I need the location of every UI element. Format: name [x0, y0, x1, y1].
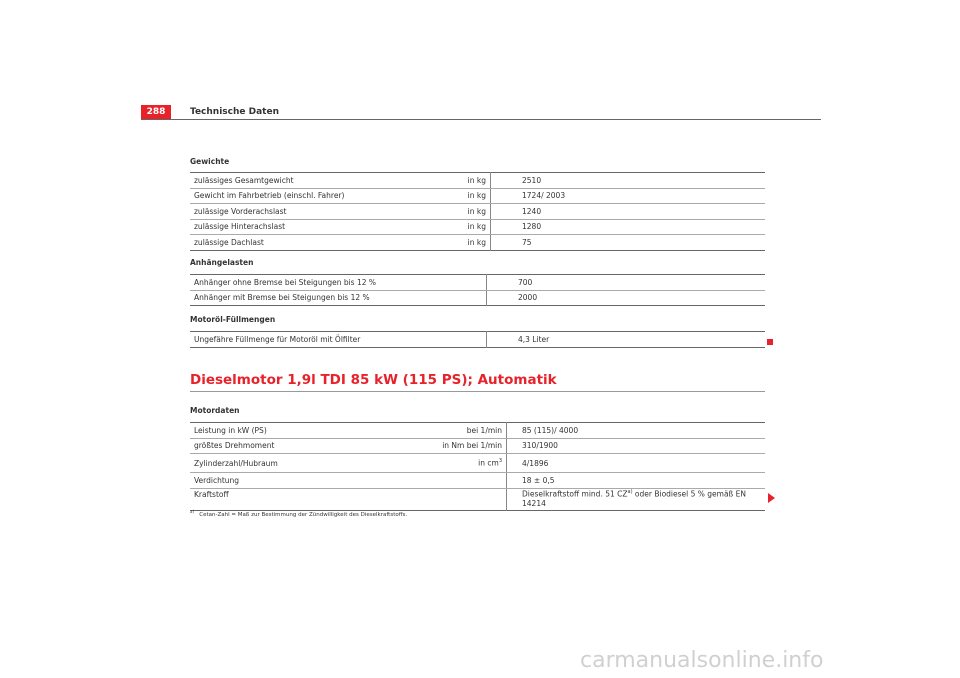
row-unit: in kg	[418, 235, 491, 251]
table-motoroel	[190, 331, 765, 348]
heading-motordaten: Motordaten	[190, 406, 240, 415]
row-value: 1724/ 2003	[491, 188, 766, 204]
row-unit: in kg	[418, 188, 491, 204]
row-value: 700	[487, 275, 766, 291]
table-row	[190, 173, 765, 189]
row-label: Anhänger mit Bremse bei Steigungen bis 12 %	[190, 290, 487, 306]
row-label: zulässige Vorderachslast	[190, 204, 418, 220]
row-label: Kraftstoff	[194, 489, 229, 499]
table-row	[190, 204, 765, 220]
row-unit: in Nm bei 1/min	[418, 438, 507, 454]
row-label: Gewicht im Fahrbetrieb (einschl. Fahrer)	[190, 188, 418, 204]
row-unit: in kg	[418, 219, 491, 235]
unit-text: in cm	[478, 458, 499, 468]
table-row	[190, 454, 765, 473]
row-unit: bei 1/min	[418, 423, 507, 439]
heading-motoroel: Motoröl-Füllmengen	[190, 315, 276, 324]
row-value: 310/1900	[507, 438, 766, 454]
section-end-marker	[767, 339, 773, 345]
table-row	[190, 438, 765, 454]
table-row	[190, 188, 765, 204]
row-label: Ungefähre Füllmenge für Motoröl mit Ölfilter	[190, 332, 487, 348]
row-value: 1240	[491, 204, 766, 220]
table-gewichte	[190, 172, 765, 251]
footnote-ref: a)	[627, 489, 633, 495]
table-row	[190, 275, 765, 291]
table-motordaten	[190, 422, 765, 511]
row-value: 85 (115)/ 4000	[507, 423, 766, 439]
header-rule	[141, 119, 821, 120]
row-unit: in kg	[418, 173, 491, 189]
section-title: Dieselmotor 1,9l TDI 85 kW (115 PS); Automatik	[190, 372, 557, 388]
table-row	[190, 219, 765, 235]
table-row	[190, 235, 765, 251]
row-label: Verdichtung	[190, 473, 418, 489]
chapter-title: Technische Daten	[190, 107, 279, 117]
row-label: zulässige Hinterachslast	[190, 219, 418, 235]
value-text-rest: oder Biodiesel 5 % gemäß EN 14214	[522, 489, 747, 508]
heading-gewichte: Gewichte	[190, 157, 230, 166]
table-row	[190, 332, 765, 348]
row-value	[507, 488, 766, 510]
continue-arrow-icon	[768, 493, 775, 503]
row-value: 75	[522, 237, 532, 247]
row-label: zulässige Dachlast	[194, 237, 264, 247]
row-label: zulässiges Gesamtgewicht	[190, 173, 418, 189]
row-unit: in kg	[418, 204, 491, 220]
row-label: Anhänger ohne Bremse bei Steigungen bis 12 %	[190, 275, 487, 291]
row-unit	[418, 473, 507, 489]
value-text: Dieselkraftstoff mind. 51 CZ	[522, 489, 628, 499]
table-row	[190, 423, 765, 439]
row-value: 2000	[518, 293, 538, 303]
row-label: Leistung in kW (PS)	[190, 423, 418, 439]
page-number: 288	[141, 105, 171, 119]
table-row	[190, 488, 765, 510]
footnote	[190, 509, 407, 518]
row-value: 4,3 Liter	[518, 334, 550, 344]
row-unit	[418, 488, 507, 510]
table-row	[190, 473, 765, 489]
row-value: 1280	[491, 219, 766, 235]
row-unit	[418, 454, 507, 473]
table-anhaengelasten	[190, 274, 765, 306]
unit-superscript: 3	[498, 458, 502, 465]
row-label: größtes Drehmoment	[190, 438, 418, 454]
watermark: carmanualsonline.info	[580, 648, 824, 673]
table-row	[190, 290, 765, 306]
row-value: 2510	[491, 173, 766, 189]
footnote-text: Cetan-Zahl = Maß zur Bestimmung der Zündwilligkeit des Dieselkraftstoffs.	[199, 511, 408, 518]
row-value: 4/1896	[507, 454, 766, 473]
footnote-marker: a)	[190, 509, 195, 514]
row-value: 18 ± 0,5	[507, 473, 766, 489]
heading-anhaengelasten: Anhängelasten	[190, 258, 254, 267]
row-label: Zylinderzahl/Hubraum	[190, 454, 418, 473]
title-rule	[190, 391, 765, 392]
